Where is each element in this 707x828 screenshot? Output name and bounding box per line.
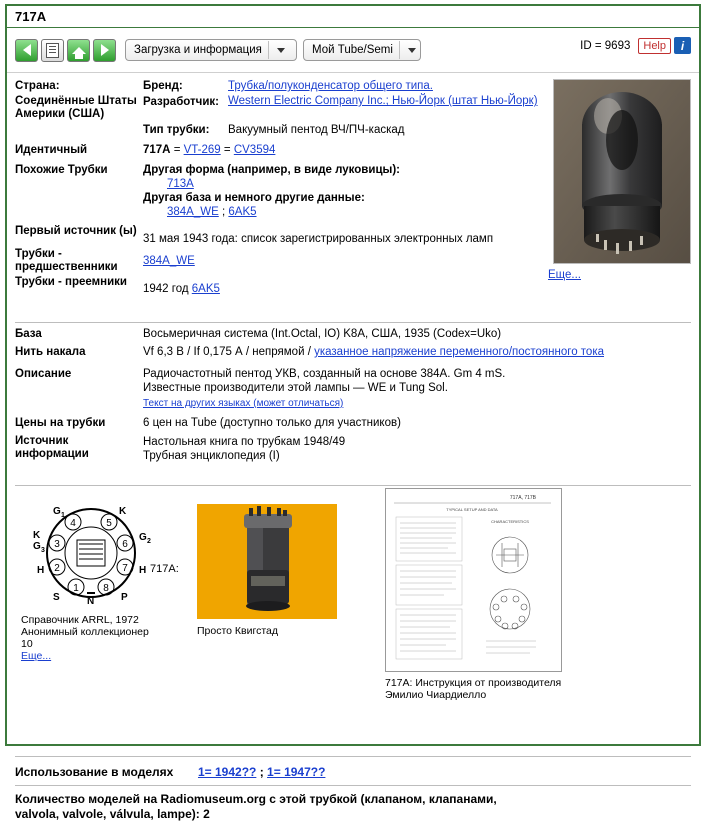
svg-text:K: K [119, 506, 127, 517]
pinout-more-link[interactable]: Еще... [21, 650, 52, 662]
pinout-diagram [21, 496, 161, 611]
photo-more-anchor[interactable]: Еще... [548, 269, 581, 281]
model-count-line-1: Количество моделей на Radiomuseum.org с этой трубкой (клапаном, клапанами, [15, 792, 497, 806]
divider-3 [15, 756, 691, 757]
spec-table [7, 73, 568, 296]
main-content [7, 73, 699, 828]
description-line-2: Известные производители этой лампы — WE и Tung Sol. [143, 382, 448, 394]
back-button[interactable] [15, 39, 38, 62]
tube-type-label: Тип трубки: [143, 124, 210, 136]
svg-text:3: 3 [41, 547, 45, 554]
photo2-image [197, 504, 337, 619]
svg-text:TYPICAL SETUP AND DATA: TYPICAL SETUP AND DATA [446, 507, 498, 512]
usage-row [7, 761, 699, 781]
schematic-drawing [386, 489, 559, 669]
prices-value: 6 цен на Tube (доступно только для участников) [143, 417, 401, 429]
tube-photo-2 [197, 504, 337, 619]
similar-link-6ak5[interactable]: 6AK5 [228, 206, 257, 218]
details-row-description [15, 367, 691, 411]
developer-value [228, 95, 560, 121]
source-label-text: Источник информации [15, 435, 89, 460]
svg-text:S: S [53, 592, 60, 603]
first-source-label: Первый источник (ы) [15, 225, 137, 237]
chevron-down-icon-2 [408, 48, 416, 53]
svg-text:H: H [139, 565, 147, 576]
pinout-caption [21, 614, 161, 662]
spec-row-predecessors [15, 248, 560, 274]
info-icon[interactable]: i [674, 37, 691, 54]
svg-text:1: 1 [73, 583, 79, 594]
description-line-1: Радиочастотный пентод УКВ, созданный на основе 384А. Gm 4 mS. [143, 368, 506, 380]
photo2-label: 717A: [150, 563, 179, 575]
upload-info-dropdown-label: Загрузка и информация [134, 44, 262, 56]
predecessors-label: Трубки - предшественники [15, 248, 118, 273]
photo2-figure[interactable] [197, 504, 337, 637]
svg-text:7: 7 [122, 563, 128, 574]
model-count-line-2: valvola, valvole, válvula, lampe): 2 [15, 807, 210, 821]
frame-inner [7, 6, 699, 821]
usage-label: Использование в моделях [15, 765, 174, 779]
similar-link-384a[interactable]: 384A_WE [167, 206, 219, 218]
arrow-left-icon [23, 44, 31, 56]
pinout-caption-line-2: Анонимный коллекционер 10 [21, 626, 149, 650]
similar-value [143, 163, 560, 219]
description-label: Описание [15, 368, 72, 380]
pinout-caption-line-1: Справочник ARRL, 1972 [21, 614, 139, 626]
tube-photo[interactable] [553, 79, 691, 264]
record-id-label: ID = 9693 [580, 39, 631, 52]
identical-link-1[interactable]: VT-269 [183, 144, 221, 156]
svg-text:5: 5 [106, 518, 112, 529]
similar-link-713a[interactable]: 713A [167, 178, 194, 190]
filament-label: Нить накала [15, 346, 86, 358]
spec-row-successors [15, 276, 560, 296]
details-row-filament [15, 345, 691, 359]
similar-link-row-1 [143, 177, 560, 191]
arrow-right-icon [101, 44, 109, 56]
spec-row-tube-type [15, 123, 560, 137]
similar-link-row-2 [143, 205, 560, 219]
identical-label: Идентичный [15, 144, 88, 156]
description-link-row [143, 396, 691, 411]
spacer-1 [15, 123, 143, 137]
first-source-value: 31 мая 1943 года: список зарегистрированных электронных ламп [143, 233, 494, 245]
spec-row-similar [15, 163, 560, 219]
brand-link[interactable]: Трубка/полуконденсатор общего типа. [228, 80, 433, 92]
description-value [143, 367, 691, 411]
content-frame [5, 4, 701, 821]
svg-text:G: G [33, 541, 41, 552]
successors-prefix: 1942 год [143, 283, 189, 295]
similar-sep: ; [221, 206, 226, 218]
divider-2 [15, 485, 691, 486]
svg-text:N: N [87, 596, 95, 607]
developer-label: Разработчик: [143, 96, 219, 108]
filament-voltage-link[interactable]: указанное напряжение переменного/постоянного тока [314, 346, 604, 358]
list-button[interactable] [41, 39, 64, 62]
schematic-caption [385, 677, 565, 701]
divider-4 [15, 785, 691, 786]
svg-text:8: 8 [103, 583, 109, 594]
svg-text:6: 6 [122, 539, 128, 550]
predecessor-link[interactable]: 384A_WE [143, 255, 195, 267]
gallery [7, 490, 699, 711]
divider-1 [15, 322, 691, 323]
svg-text:1: 1 [61, 512, 65, 519]
page-title-text: 717A [15, 9, 47, 24]
help-button[interactable]: Help [638, 38, 671, 54]
my-tube-dropdown-label: Мой Tube/Semi [312, 44, 393, 56]
spec-row-identical [15, 143, 560, 157]
home-button[interactable] [67, 39, 90, 62]
source-line-2: Трубная энциклопедия (I) [143, 450, 280, 462]
schematic-image [385, 488, 562, 672]
base-value: Восьмеричная система (Int.Octal, IO) K8A, США, 1935 (Codex=Uko) [143, 328, 502, 340]
svg-text:2: 2 [147, 538, 151, 545]
successors-value [143, 276, 560, 296]
details-table [7, 327, 699, 463]
developer-link[interactable]: Western Electric Company Inc.; Нью-Йорк (штат Нью-Йорк) [228, 95, 538, 107]
my-tube-dropdown[interactable] [303, 39, 421, 61]
id-area [580, 37, 691, 54]
svg-text:CHARACTERISTICS: CHARACTERISTICS [491, 519, 529, 524]
country-label: Страна: [15, 80, 60, 92]
forward-button[interactable] [93, 39, 116, 62]
brand-value [228, 79, 560, 93]
usage-sep: ; [259, 765, 264, 779]
svg-text:K: K [33, 530, 41, 541]
schematic-caption-line-1: 717A: Инструкция от производителя [385, 677, 562, 689]
spec-row-first-source [15, 225, 560, 246]
successor-link[interactable]: 6AK5 [191, 283, 220, 295]
details-row-source [15, 435, 691, 463]
similar-line-1: Другая форма (например, в виде луковицы): [143, 164, 400, 176]
spec-row-country [15, 79, 560, 93]
brand-label: Бренд: [143, 80, 183, 92]
svg-text:P: P [121, 592, 128, 603]
upload-info-dropdown[interactable] [125, 39, 297, 61]
pinout-figure[interactable] [21, 496, 161, 662]
svg-text:G: G [139, 532, 147, 543]
dropdown-separator-2 [399, 41, 400, 59]
spec-row-developer [15, 95, 560, 121]
model-count [7, 790, 699, 828]
photo2-caption: Просто Квигстад [197, 625, 278, 637]
svg-text:4: 4 [70, 518, 76, 529]
home-icon [72, 47, 86, 54]
toolbar [7, 28, 699, 73]
base-label: База [15, 328, 42, 340]
identical-eq1: = [173, 144, 181, 156]
usage-link-1[interactable]: 1= 1942?? [197, 765, 257, 779]
similar-line-2: Другая база и немного другие данные: [143, 192, 365, 204]
identical-eq2: = [223, 144, 231, 156]
svg-text:3: 3 [54, 539, 60, 550]
successors-label: Трубки - преемники [15, 276, 127, 288]
source-label [15, 435, 143, 463]
source-line-1: Настольная книга по трубкам 1948/49 [143, 436, 346, 448]
filament-value-prefix: Vf 6,3 В / If 0,175 А / непрямой / [143, 346, 315, 358]
tube-photo-image [554, 80, 690, 263]
schematic-caption-line-2: Эмилио Чиардиелло [385, 689, 487, 701]
page-title [7, 6, 699, 28]
identical-value [143, 143, 560, 157]
details-row-base [15, 327, 691, 341]
chevron-down-icon [277, 48, 285, 53]
svg-text:717A, 717B: 717A, 717B [509, 495, 536, 501]
identical-name: 717A [143, 144, 171, 156]
svg-text:2: 2 [54, 563, 60, 574]
identical-link-2[interactable]: CV3594 [233, 144, 276, 156]
country-value: Соединённые Штаты Америки (США) [15, 95, 137, 120]
usage-link-2[interactable]: 1= 1947?? [267, 765, 326, 779]
tube-type-value: Вакуумный пентод ВЧ/ПЧ-каскад [228, 124, 405, 136]
dropdown-separator [268, 41, 269, 59]
svg-text:H: H [37, 565, 45, 576]
source-value [143, 435, 691, 463]
other-languages-link[interactable]: Текст на других языках (может отличаться) [143, 398, 344, 409]
similar-label: Похожие Трубки [15, 164, 108, 176]
svg-text:G: G [53, 506, 61, 517]
details-row-prices [15, 416, 691, 430]
schematic-figure[interactable] [385, 488, 565, 701]
document-icon [46, 43, 59, 58]
filament-value [143, 345, 691, 359]
predecessors-value [143, 248, 560, 274]
prices-label: Цены на трубки [15, 417, 106, 429]
